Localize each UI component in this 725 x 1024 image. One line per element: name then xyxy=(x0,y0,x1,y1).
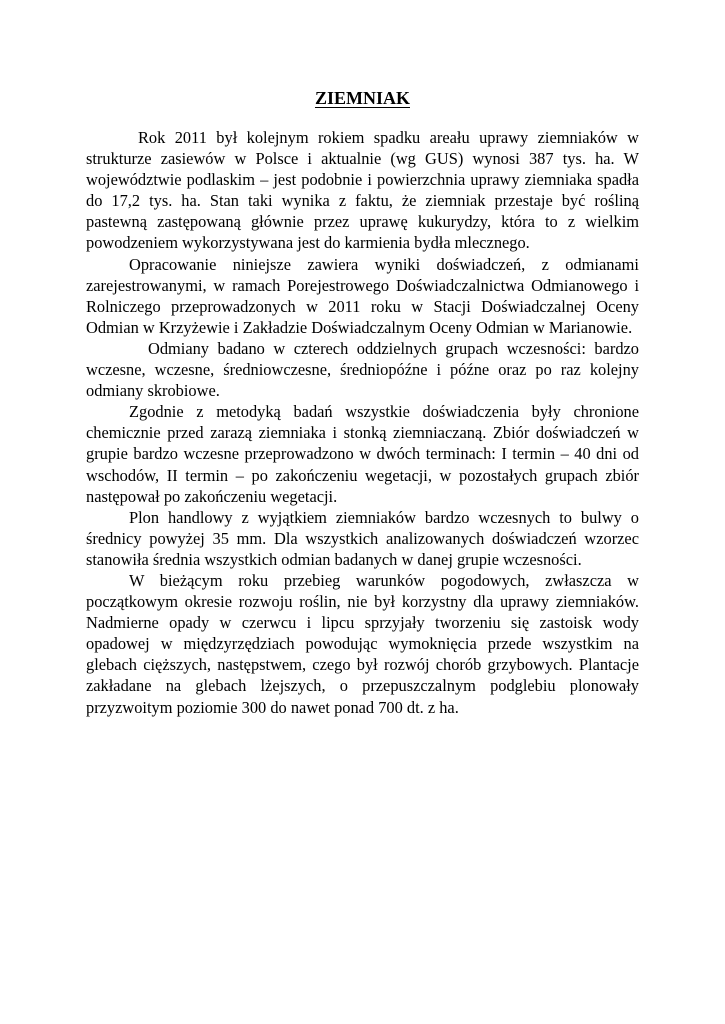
paragraph-marketable-yield: Plon handlowy z wyjątkiem ziemniaków bardzo wczesnych to bulwy o średnicy powyżej 35 mm. Dla wszystkich analizowanych doświadczeń wzorzec stanowiła średnia wszystkich odmian badanych w danej grupie wczesności. xyxy=(86,507,639,569)
page-title: ZIEMNIAK xyxy=(314,88,410,108)
paragraph-earliness-groups: Odmiany badano w czterech oddzielnych grupach wczesności: bardzo wczesne, wczesne, średniowczesne, średniopóźne i późne oraz po raz kolejny odmiany skrobiowe. xyxy=(86,338,639,401)
paragraph-weather-conditions: W bieżącym roku przebieg warunków pogodowych, zwłaszcza w początkowym okresie rozwoju roślin, nie był korzystny dla uprawy ziemniaków. Nadmierne opady w czerwcu i lipcu sprzyjały tworzeniu się zastoisk wody opadowej w międzyrzędziach powodując wymoknięcia przede wszystkim na glebach cięższych, następstwem, czego był rozwój chorób grzybowych. Plantacje zakładane na glebach lżejszych, o przepuszczalnym podglebiu plonowały przyzwoitym poziomie 300 do nawet ponad 700 dt. z ha. xyxy=(86,570,639,717)
paragraph-area-decline: Rok 2011 był kolejnym rokiem spadku areału uprawy ziemniaków w strukturze zasiewów w Polsce i aktualnie (wg GUS) wynosi 387 tys. ha. W województwie podlaskim – jest podobnie i powierzchnia uprawy ziemniaka spadła do 17,2 tys. ha. Stan taki wynika z faktu, że ziemniak przestaje być rośliną pastewną zastępowaną głównie przez uprawę kukurydzy, która to z wielkim powodzeniem wykorzystywana jest do karmienia bydła mlecznego. xyxy=(86,128,639,253)
paragraph-study-scope: Opracowanie niniejsze zawiera wyniki doświadczeń, z odmianami zarejestrowanymi, w ramach Porejestrowego Doświadczalnictwa Odmianowego i Rolniczego przeprowadzonych w 2011 roku w Stacji Doświadczalnej Oceny Odmian w Krzyżewie i Zakładzie Doświadczalnym Oceny Odmian w Marianowie. xyxy=(86,254,639,337)
paragraph-methodology: Zgodnie z metodyką badań wszystkie doświadczenia były chronione chemicznie przed zarazą ziemniaka i stonką ziemniaczaną. Zbiór doświadczeń w grupie bardzo wczesne przeprowadzono w dwóch terminach: I termin – 40 dni od wschodów, II termin – po zakończeniu wegetacji, w pozostałych grupach zbiór następował po zakończeniu wegetacji. xyxy=(86,402,639,506)
body-text xyxy=(86,127,639,718)
